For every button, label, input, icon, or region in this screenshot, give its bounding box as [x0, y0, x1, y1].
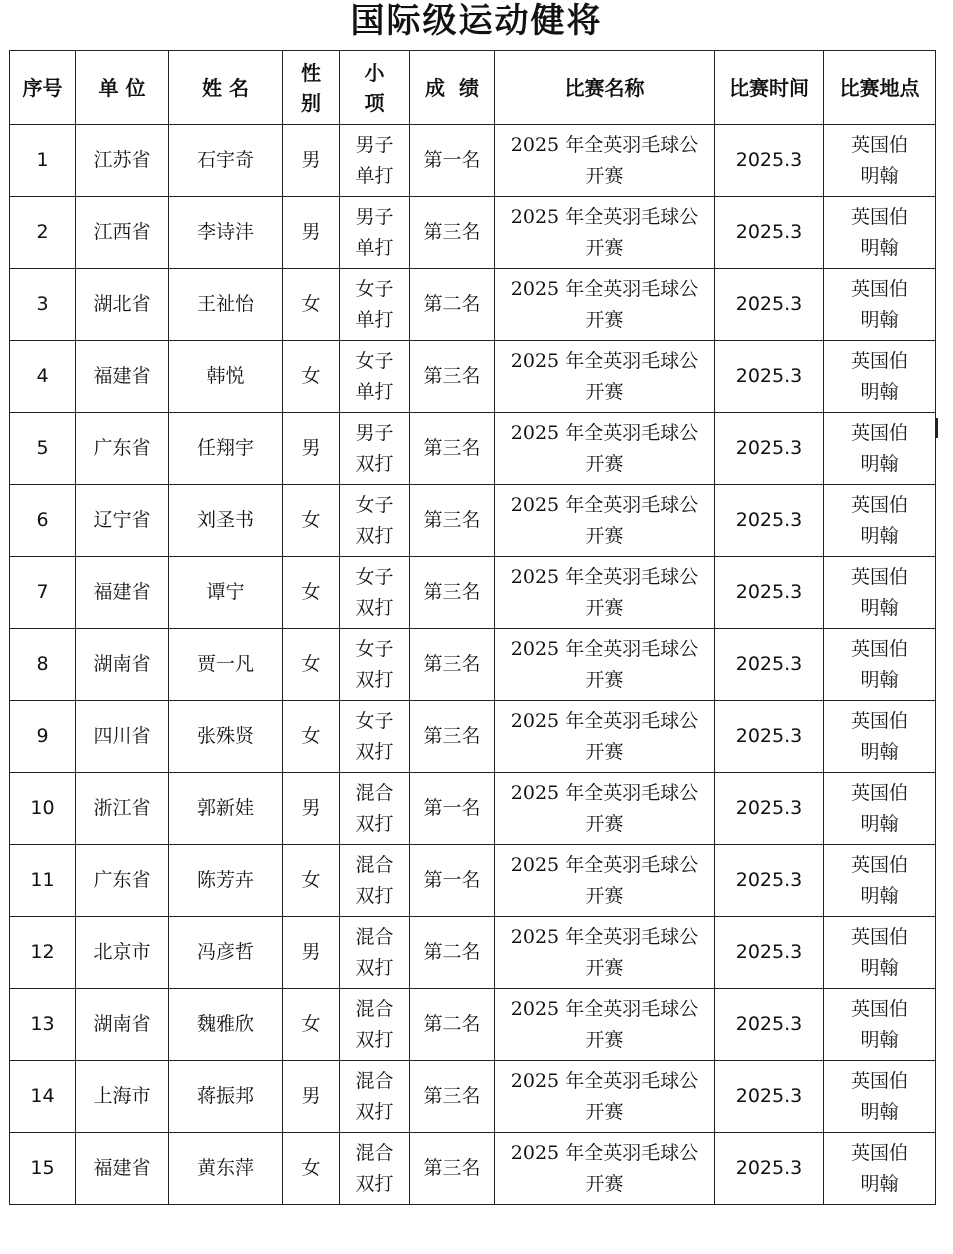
- cell-result: 第二名: [410, 917, 495, 989]
- cell-gender: 男: [283, 917, 340, 989]
- cell-gender: 女: [283, 701, 340, 773]
- cell-gender: 女: [283, 629, 340, 701]
- header-result: 成 绩: [410, 51, 495, 125]
- table-row: [10, 197, 936, 269]
- cell-competition: 2025 年全英羽毛球公开赛: [495, 1061, 715, 1133]
- cell-gender: 女: [283, 989, 340, 1061]
- cell-unit: 浙江省: [76, 773, 169, 845]
- header-row: [10, 51, 936, 125]
- cell-event: 混合双打: [340, 989, 410, 1061]
- cell-unit: 北京市: [76, 917, 169, 989]
- cell-competition: 2025 年全英羽毛球公开赛: [495, 269, 715, 341]
- cell-location: 英国伯明翰: [824, 989, 936, 1061]
- cell-seq: 12: [10, 917, 76, 989]
- table-row: [10, 1133, 936, 1205]
- cell-unit: 上海市: [76, 1061, 169, 1133]
- cell-seq: 11: [10, 845, 76, 917]
- cell-location: 英国伯明翰: [824, 413, 936, 485]
- table-row: [10, 917, 936, 989]
- cell-date: 2025.3: [715, 773, 824, 845]
- cell-result: 第一名: [410, 773, 495, 845]
- cell-name: 刘圣书: [169, 485, 283, 557]
- cell-name: 韩悦: [169, 341, 283, 413]
- cell-date: 2025.3: [715, 125, 824, 197]
- cell-competition: 2025 年全英羽毛球公开赛: [495, 845, 715, 917]
- header-unit: 单 位: [76, 51, 169, 125]
- cell-name: 陈芳卉: [169, 845, 283, 917]
- cell-event: 女子双打: [340, 557, 410, 629]
- cell-result: 第一名: [410, 125, 495, 197]
- cell-event: 混合双打: [340, 1061, 410, 1133]
- table-row: [10, 125, 936, 197]
- cell-event: 混合双打: [340, 917, 410, 989]
- cell-competition: 2025 年全英羽毛球公开赛: [495, 197, 715, 269]
- cell-date: 2025.3: [715, 917, 824, 989]
- cell-result: 第三名: [410, 701, 495, 773]
- cell-location: 英国伯明翰: [824, 1061, 936, 1133]
- cell-result: 第三名: [410, 1061, 495, 1133]
- cell-gender: 女: [283, 1133, 340, 1205]
- cell-event: 男子双打: [340, 413, 410, 485]
- header-name: 姓 名: [169, 51, 283, 125]
- cell-seq: 8: [10, 629, 76, 701]
- table-body: [10, 125, 936, 1205]
- cell-location: 英国伯明翰: [824, 701, 936, 773]
- cell-name: 谭宁: [169, 557, 283, 629]
- cell-competition: 2025 年全英羽毛球公开赛: [495, 701, 715, 773]
- header-event: 小项: [340, 51, 410, 125]
- table-row: [10, 485, 936, 557]
- cell-date: 2025.3: [715, 413, 824, 485]
- cell-date: 2025.3: [715, 557, 824, 629]
- cell-date: 2025.3: [715, 485, 824, 557]
- cell-result: 第三名: [410, 629, 495, 701]
- cell-unit: 四川省: [76, 701, 169, 773]
- cell-date: 2025.3: [715, 845, 824, 917]
- table-row: [10, 413, 936, 485]
- cell-competition: 2025 年全英羽毛球公开赛: [495, 125, 715, 197]
- cell-unit: 福建省: [76, 557, 169, 629]
- cell-gender: 女: [283, 845, 340, 917]
- cell-gender: 女: [283, 269, 340, 341]
- cell-event: 男子单打: [340, 197, 410, 269]
- cell-seq: 2: [10, 197, 76, 269]
- cell-seq: 4: [10, 341, 76, 413]
- cell-location: 英国伯明翰: [824, 629, 936, 701]
- cell-seq: 10: [10, 773, 76, 845]
- cell-seq: 9: [10, 701, 76, 773]
- cell-competition: 2025 年全英羽毛球公开赛: [495, 557, 715, 629]
- cell-name: 郭新娃: [169, 773, 283, 845]
- cell-gender: 男: [283, 125, 340, 197]
- cell-seq: 5: [10, 413, 76, 485]
- cell-location: 英国伯明翰: [824, 269, 936, 341]
- cell-gender: 女: [283, 557, 340, 629]
- cell-event: 女子单打: [340, 269, 410, 341]
- cell-unit: 湖北省: [76, 269, 169, 341]
- cell-seq: 13: [10, 989, 76, 1061]
- cell-result: 第一名: [410, 845, 495, 917]
- cell-name: 李诗沣: [169, 197, 283, 269]
- cell-unit: 湖南省: [76, 629, 169, 701]
- cell-name: 任翔宇: [169, 413, 283, 485]
- table-row: [10, 557, 936, 629]
- cell-competition: 2025 年全英羽毛球公开赛: [495, 413, 715, 485]
- cell-unit: 广东省: [76, 413, 169, 485]
- cell-seq: 6: [10, 485, 76, 557]
- cell-date: 2025.3: [715, 629, 824, 701]
- cell-seq: 14: [10, 1061, 76, 1133]
- cell-event: 女子双打: [340, 701, 410, 773]
- cell-name: 张殊贤: [169, 701, 283, 773]
- cell-unit: 江苏省: [76, 125, 169, 197]
- cell-name: 蒋振邦: [169, 1061, 283, 1133]
- cell-event: 女子双打: [340, 485, 410, 557]
- header-seq: 序号: [10, 51, 76, 125]
- cell-result: 第三名: [410, 341, 495, 413]
- cell-gender: 男: [283, 1061, 340, 1133]
- cell-result: 第三名: [410, 1133, 495, 1205]
- table-row: [10, 989, 936, 1061]
- table-row: [10, 845, 936, 917]
- cell-result: 第二名: [410, 269, 495, 341]
- cell-date: 2025.3: [715, 701, 824, 773]
- cell-location: 英国伯明翰: [824, 773, 936, 845]
- header-date: 比赛时间: [715, 51, 824, 125]
- cell-competition: 2025 年全英羽毛球公开赛: [495, 1133, 715, 1205]
- cell-unit: 江西省: [76, 197, 169, 269]
- cell-date: 2025.3: [715, 989, 824, 1061]
- cell-date: 2025.3: [715, 269, 824, 341]
- cell-gender: 男: [283, 413, 340, 485]
- cell-location: 英国伯明翰: [824, 125, 936, 197]
- cell-competition: 2025 年全英羽毛球公开赛: [495, 773, 715, 845]
- cell-gender: 女: [283, 341, 340, 413]
- cell-result: 第三名: [410, 485, 495, 557]
- table-row: [10, 341, 936, 413]
- cell-unit: 广东省: [76, 845, 169, 917]
- cell-result: 第二名: [410, 989, 495, 1061]
- table-row: [10, 1061, 936, 1133]
- cell-location: 英国伯明翰: [824, 341, 936, 413]
- cell-unit: 福建省: [76, 1133, 169, 1205]
- cell-result: 第三名: [410, 197, 495, 269]
- table-row: [10, 773, 936, 845]
- cell-name: 黄东萍: [169, 1133, 283, 1205]
- cell-name: 石宇奇: [169, 125, 283, 197]
- cell-competition: 2025 年全英羽毛球公开赛: [495, 989, 715, 1061]
- cell-location: 英国伯明翰: [824, 845, 936, 917]
- page-title: 国际级运动健将: [350, 1, 603, 41]
- table-row: [10, 701, 936, 773]
- cell-date: 2025.3: [715, 341, 824, 413]
- header-competition: 比赛名称: [495, 51, 715, 125]
- cell-result: 第三名: [410, 413, 495, 485]
- cell-event: 混合双打: [340, 1133, 410, 1205]
- header-location: 比赛地点: [824, 51, 936, 125]
- cell-date: 2025.3: [715, 197, 824, 269]
- cell-unit: 福建省: [76, 341, 169, 413]
- cell-seq: 1: [10, 125, 76, 197]
- cell-location: 英国伯明翰: [824, 485, 936, 557]
- cell-gender: 男: [283, 197, 340, 269]
- cell-location: 英国伯明翰: [824, 197, 936, 269]
- cell-unit: 湖南省: [76, 989, 169, 1061]
- table-header: [10, 51, 936, 125]
- cell-location: 英国伯明翰: [824, 917, 936, 989]
- cell-event: 男子单打: [340, 125, 410, 197]
- cell-event: 女子双打: [340, 629, 410, 701]
- cell-location: 英国伯明翰: [824, 1133, 936, 1205]
- cell-event: 女子单打: [340, 341, 410, 413]
- cell-location: 英国伯明翰: [824, 557, 936, 629]
- cell-event: 混合双打: [340, 773, 410, 845]
- cell-competition: 2025 年全英羽毛球公开赛: [495, 629, 715, 701]
- cell-seq: 7: [10, 557, 76, 629]
- cell-competition: 2025 年全英羽毛球公开赛: [495, 485, 715, 557]
- cell-event: 混合双打: [340, 845, 410, 917]
- cell-name: 冯彦哲: [169, 917, 283, 989]
- table-row: [10, 629, 936, 701]
- cell-seq: 15: [10, 1133, 76, 1205]
- cell-unit: 辽宁省: [76, 485, 169, 557]
- cell-competition: 2025 年全英羽毛球公开赛: [495, 917, 715, 989]
- header-gender: 性别: [283, 51, 340, 125]
- cell-name: 魏雅欣: [169, 989, 283, 1061]
- table-row: [10, 269, 936, 341]
- cell-name: 王祉怡: [169, 269, 283, 341]
- cell-gender: 男: [283, 773, 340, 845]
- cell-gender: 女: [283, 485, 340, 557]
- cell-date: 2025.3: [715, 1061, 824, 1133]
- text-cursor-mark: [936, 418, 938, 438]
- athlete-table: [9, 50, 936, 1205]
- cell-seq: 3: [10, 269, 76, 341]
- cell-name: 贾一凡: [169, 629, 283, 701]
- cell-date: 2025.3: [715, 1133, 824, 1205]
- cell-result: 第三名: [410, 557, 495, 629]
- cell-competition: 2025 年全英羽毛球公开赛: [495, 341, 715, 413]
